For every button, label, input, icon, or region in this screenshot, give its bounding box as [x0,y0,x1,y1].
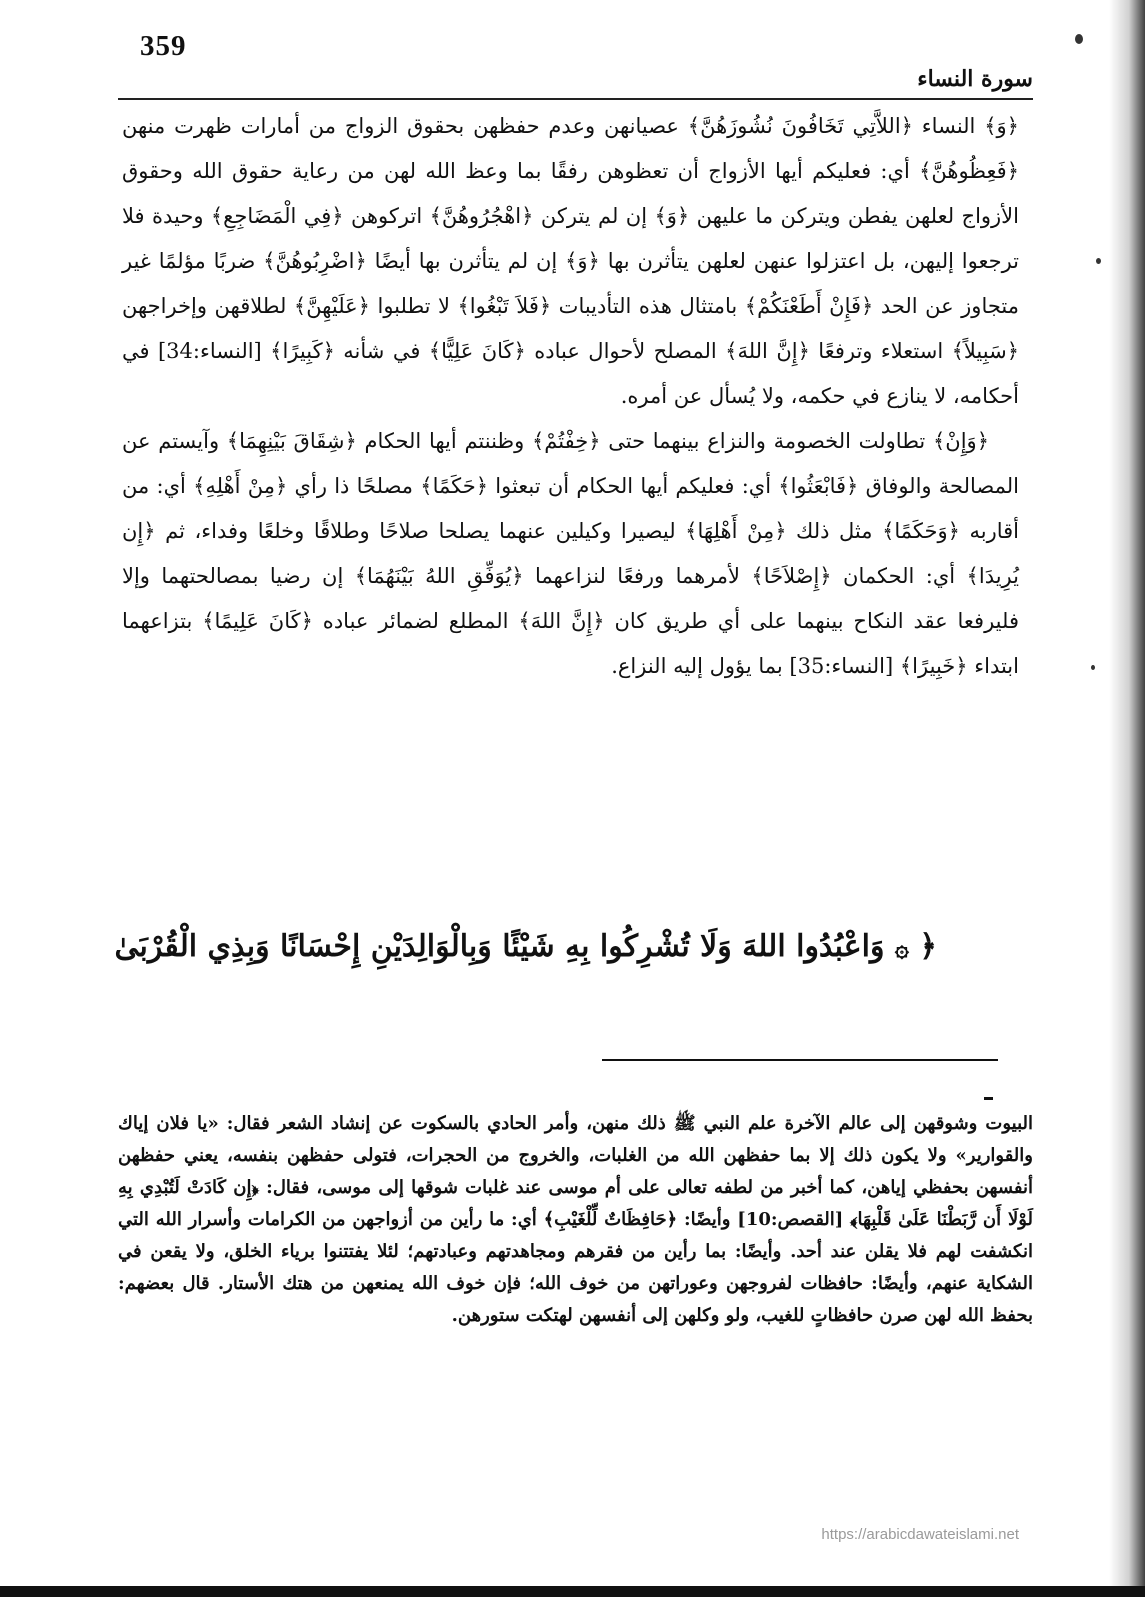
scan-speck [1075,34,1083,44]
tafsir-paragraph-34: ﴿وَ﴾ النساء ﴿اللاَّتِي تَخَافُونَ نُشُوزَهُنَّ﴾ عصيانهن وعدم حفظهن بحقوق الزواج من أمارات ظهرت منهن ﴿فَعِظُوهُنَّ﴾ أي: فعليكم أيها الأزواج أن تعظوهن رفقًا بما وعظ الله لهن من رعاية حقوق الله وحقوق الأزواج لعلهن يفطن ويتركن ما عليهن ﴿وَ﴾ إن لم يتركن ﴿اهْجُرُوهُنَّ﴾ اتركوهن ﴿فِي الْمَضَاجِعِ﴾ وحيدة فلا ترجعوا إليهن، بل اعتزلوا عنهن لعلهن يتأثرن بها ﴿وَ﴾ إن لم يتأثرن بها أيضًا ﴿اضْرِبُوهُنَّ﴾ ضربًا مؤلمًا غير متجاوز عن الحد ﴿فَإِنْ أَطَعْنَكُمْ﴾ بامتثال هذه التأديبات ﴿فَلاَ تَبْغُوا﴾ لا تطلبوا ﴿عَلَيْهِنَّ﴾ لطلاقهن وإخراجهن ﴿سَبِيلاً﴾ استعلاء وترفعًا ﴿إِنَّ اللهَ﴾ المصلح لأحوال عباده ﴿كَانَ عَلِيًّا﴾ في شأنه ﴿كَبِيرًا﴾ [النساء:34] في أحكامه، لا ينازع في حكمه، ولا يُسأل عن أمره. [122,114,1019,408]
scan-speck [1096,258,1101,264]
scan-speck [1091,665,1095,670]
footnote-separator [602,1059,998,1061]
tafsir-paragraph-35: ﴿وَإِنْ﴾ تطاولت الخصومة والنزاع بينهما حتى ﴿خِفْتُمْ﴾ وظننتم أيها الحكام ﴿شِقَاقَ بَيْنِهِمَا﴾ وآيستم عن المصالحة والوفاق ﴿فَابْعَثُوا﴾ أي: فعليكم أيها الحكام أن تبعثوا ﴿حَكَمًا﴾ مصلحًا ذا رأي ﴿مِنْ أَهْلِهِ﴾ أي: من أقاربه ﴿وَحَكَمًا﴾ مثل ذلك ﴿مِنْ أَهْلِهَا﴾ ليصيرا وكيلين عنهما يصلحا صلاحًا وطلاقًا وخلعًا وفداء، ثم ﴿إِن يُرِيدَا﴾ أي: الحكمان ﴿إِصْلاَحًا﴾ لأمرهما ورفعًا لنزاعهما ﴿يُوَفِّقِ اللهُ بَيْنَهُمَا﴾ إن رضيا بمصالحتهما وإلا فليرفعا عقد النكاح بينهما على أي طريق كان ﴿إِنَّ اللهَ﴾ المطلع لضمائر عباده ﴿كَانَ عَلِيمًا﴾ بتزاعهما ابتداء ﴿خَبِيرًا﴾ [النساء:35] بما يؤول إليه النزاع. [122,429,1019,678]
surah-header: سورة النساء [917,66,1033,92]
page-number: 359 [140,30,187,62]
main-body [122,104,1019,689]
rub-el-hizb-icon: ۞ [894,933,909,962]
footnote-marker [984,1097,993,1100]
verse-line [114,922,937,973]
header-rule [118,98,1033,100]
watermark-url: https://arabicdawateislami.net [821,1526,1019,1543]
footnote-text: البيوت وشوقهن إلى عالم الآخرة علم النبي ﷺ ذلك منهن، وأمر الحادي بالسكوت عن إنشاد الشعر فقال: «يا فلان إياك والقوارير» ولا يكون ذلك إلا بما حفظهن الله من الغلبات، والخروج من الحجرات، فتولى حفظهن بنفسه، يعني حفظهن أنفسهن بحفظي إياهن، كما أخبر من لطفه تعالى على أم موسى عند غلبات شوقها إلى موسى، فقال: ﴿إِن كَادَتْ لَتُبْدِي بِهِ لَوْلَا أَن رَّبَطْنَا عَلَىٰ قَلْبِهَا﴾ [القصص:10] وأيضًا: ﴿حَافِظَاتٌ لِّلْغَيْبِ﴾ أي: ما رأين من أزواجهن من الكرامات وأسرار الله التي انكشفت لهم فلا يقلن عند أحد. وأيضًا: بما رأين من فقرهم ومجاهدتهم وعبادتهم؛ لئلا يفتتنوا برياء الخلق، ولا يقعن في الشكاية عنهم، وأيضًا: حافظات لفروجهن وعوراتهن من خوف الله؛ فإن خوف الله يمنعهن من هتك الأستار. قال بعضهم: بحفظ الله لهن صرن حافظاتٍ للغيب، ولو وكلهن إلى أنفسهن لهتكت ستورهن. [118,1113,1033,1326]
scan-bottom-edge [0,1586,1145,1597]
verse-text: وَاعْبُدُوا اللهَ وَلَا تُشْرِكُوا بِهِ شَيْئًا وَبِالْوَالِدَيْنِ إِحْسَانًا وَبِذِي الْقُرْبَىٰ [114,929,885,964]
scan-shadow-edge [1109,0,1145,1597]
footnote [118,1108,1033,1332]
verse-open-bracket: ﴿ [919,929,937,964]
